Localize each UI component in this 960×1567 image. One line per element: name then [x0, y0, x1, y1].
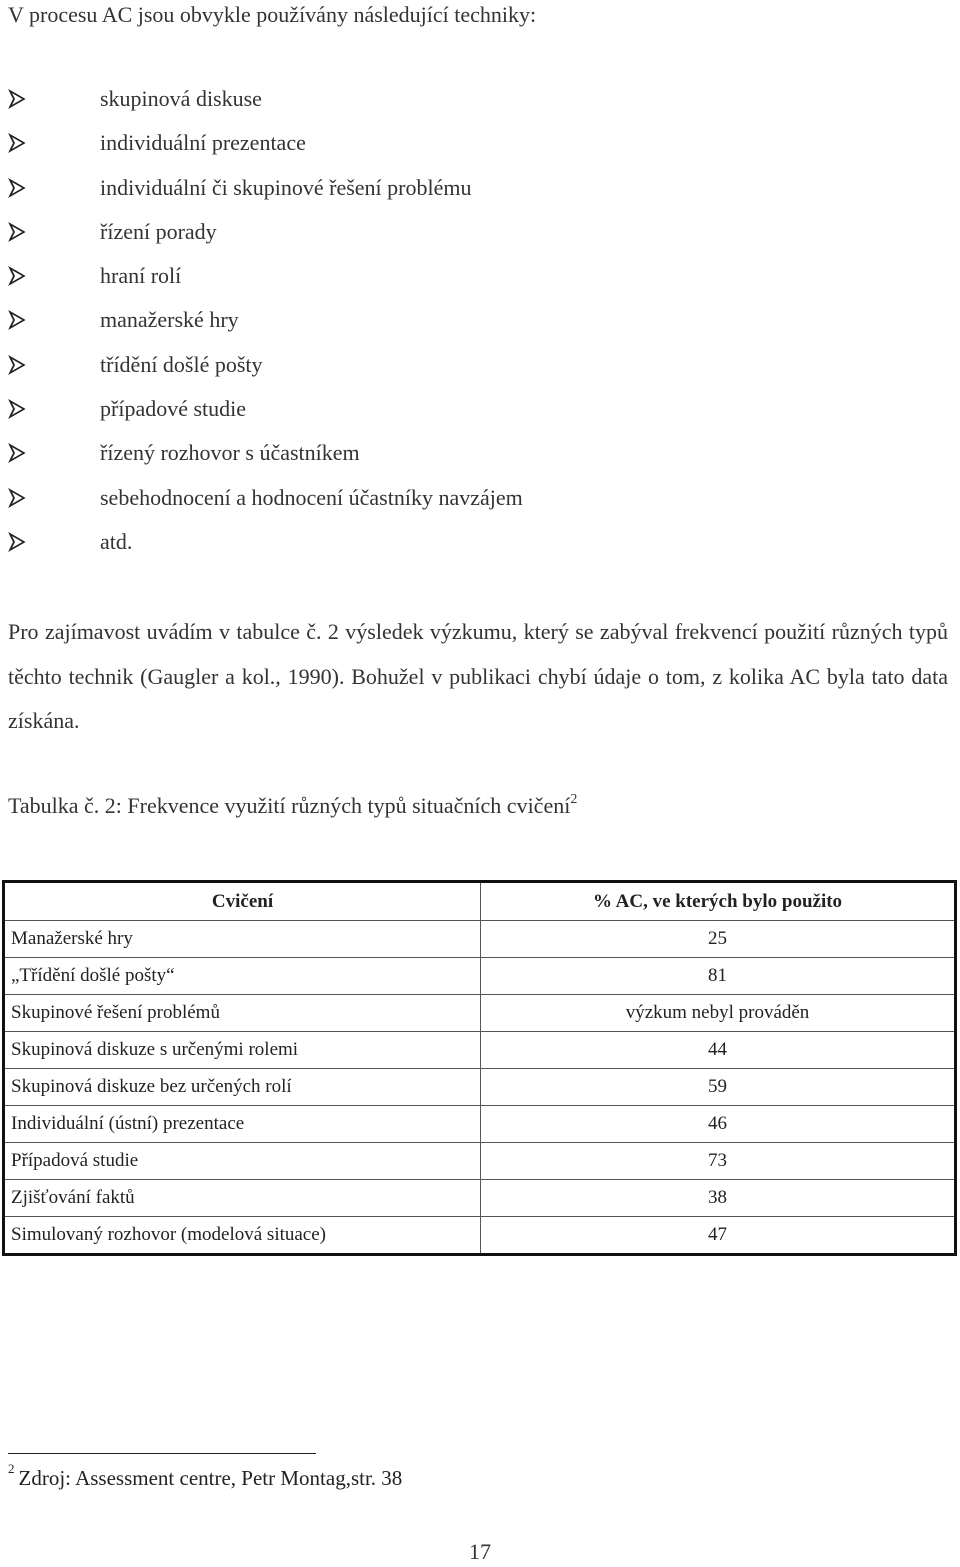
- list-item: [0, 171, 960, 215]
- footnote: [8, 1463, 402, 1493]
- arrowhead-bullet-icon: [8, 222, 26, 242]
- exercise-name: Zjišťování faktů: [4, 1180, 481, 1217]
- arrowhead-bullet-icon: [8, 133, 26, 153]
- list-item: [0, 259, 960, 303]
- list-item-label: sebehodnocení a hodnocení účastníky navzájem: [100, 484, 523, 510]
- table-caption: [8, 788, 577, 824]
- arrowhead-bullet-icon: [8, 532, 26, 552]
- intro-sentence: V procesu AC jsou obvykle používány následující techniky:: [8, 2, 537, 27]
- list-item: [0, 348, 960, 392]
- list-item: [0, 481, 960, 525]
- table-row: [4, 1106, 956, 1143]
- percent-value: 25: [481, 921, 956, 958]
- header-exercise: Cvičení: [4, 882, 481, 921]
- percent-value: 47: [481, 1217, 956, 1255]
- table-row: [4, 1217, 956, 1255]
- list-item-label: případové studie: [100, 396, 247, 422]
- list-item: [0, 392, 960, 436]
- table-row: [4, 921, 956, 958]
- footnote-number: 2: [8, 1461, 15, 1476]
- list-item-label: hraní rolí: [100, 263, 182, 289]
- footnote-separator: [8, 1453, 316, 1454]
- table-row: [4, 1180, 956, 1217]
- list-item: [0, 82, 960, 126]
- list-item-label: skupinová diskuse: [100, 86, 262, 111]
- arrowhead-bullet-icon: [8, 355, 26, 375]
- exercise-name: Skupinové řešení problémů: [4, 995, 481, 1032]
- percent-value: 81: [481, 958, 956, 995]
- table-row: [4, 1032, 956, 1069]
- table-header-row: [4, 882, 956, 921]
- table-row: [4, 1069, 956, 1106]
- table-row: [4, 1143, 956, 1180]
- arrowhead-bullet-icon: [8, 266, 26, 286]
- list-item-label: řízení porady: [100, 218, 217, 244]
- technique-list: [0, 82, 960, 569]
- list-item-label: třídění došlé pošty: [100, 351, 263, 377]
- list-item-label: individuální prezentace: [100, 130, 306, 156]
- exercise-name: Simulovaný rozhovor (modelová situace): [4, 1217, 481, 1255]
- body-paragraph: Pro zajímavost uvádím v tabulce č. 2 výsledek výzkumu, který se zabýval frekvencí použití různých typů těchto technik (Gaugler a kol., 1990). Bohužel v publikaci chybí údaje o tom, z kolika AC byla tato data získána.: [8, 619, 948, 733]
- exercise-name: Manažerské hry: [4, 921, 481, 958]
- exercise-name: Skupinová diskuze bez určených rolí: [4, 1069, 481, 1106]
- percent-value: 59: [481, 1069, 956, 1106]
- exercise-name: Individuální (ústní) prezentace: [4, 1106, 481, 1143]
- list-item: [0, 525, 960, 569]
- percent-value: výzkum nebyl prováděn: [481, 995, 956, 1032]
- footnote-text: Zdroj: Assessment centre, Petr Montag,str. 38: [18, 1466, 403, 1490]
- list-item-label: řízený rozhovor s účastníkem: [100, 440, 360, 466]
- arrowhead-bullet-icon: [8, 443, 26, 463]
- arrowhead-bullet-icon: [8, 89, 26, 109]
- arrowhead-bullet-icon: [8, 310, 26, 330]
- header-percent-ac: % AC, ve kterých bylo použito: [481, 882, 956, 921]
- page-number: 17: [469, 1539, 491, 1564]
- percent-value: 38: [481, 1180, 956, 1217]
- percent-value: 44: [481, 1032, 956, 1069]
- percent-value: 46: [481, 1106, 956, 1143]
- footnote-reference: 2: [570, 792, 578, 807]
- percent-value: 73: [481, 1143, 956, 1180]
- arrowhead-bullet-icon: [8, 399, 26, 419]
- arrowhead-bullet-icon: [8, 488, 26, 508]
- list-item-label: individuální či skupinové řešení problému: [100, 174, 472, 200]
- exercise-name: Případová studie: [4, 1143, 481, 1180]
- frequency-table: [2, 880, 957, 1256]
- list-item: [0, 436, 960, 480]
- list-item-label: manažerské hry: [100, 307, 239, 333]
- arrowhead-bullet-icon: [8, 178, 26, 198]
- list-item: [0, 303, 960, 347]
- exercise-name: „Třídění došlé pošty“: [4, 958, 481, 995]
- exercise-name: Skupinová diskuze s určenými rolemi: [4, 1032, 481, 1069]
- list-item: [0, 215, 960, 259]
- list-item-label: atd.: [100, 528, 133, 554]
- table-row: [4, 958, 956, 995]
- list-item: [0, 126, 960, 170]
- table-caption-text: Tabulka č. 2: Frekvence využití různých typů situačních cvičení: [8, 793, 571, 818]
- table-row: [4, 995, 956, 1032]
